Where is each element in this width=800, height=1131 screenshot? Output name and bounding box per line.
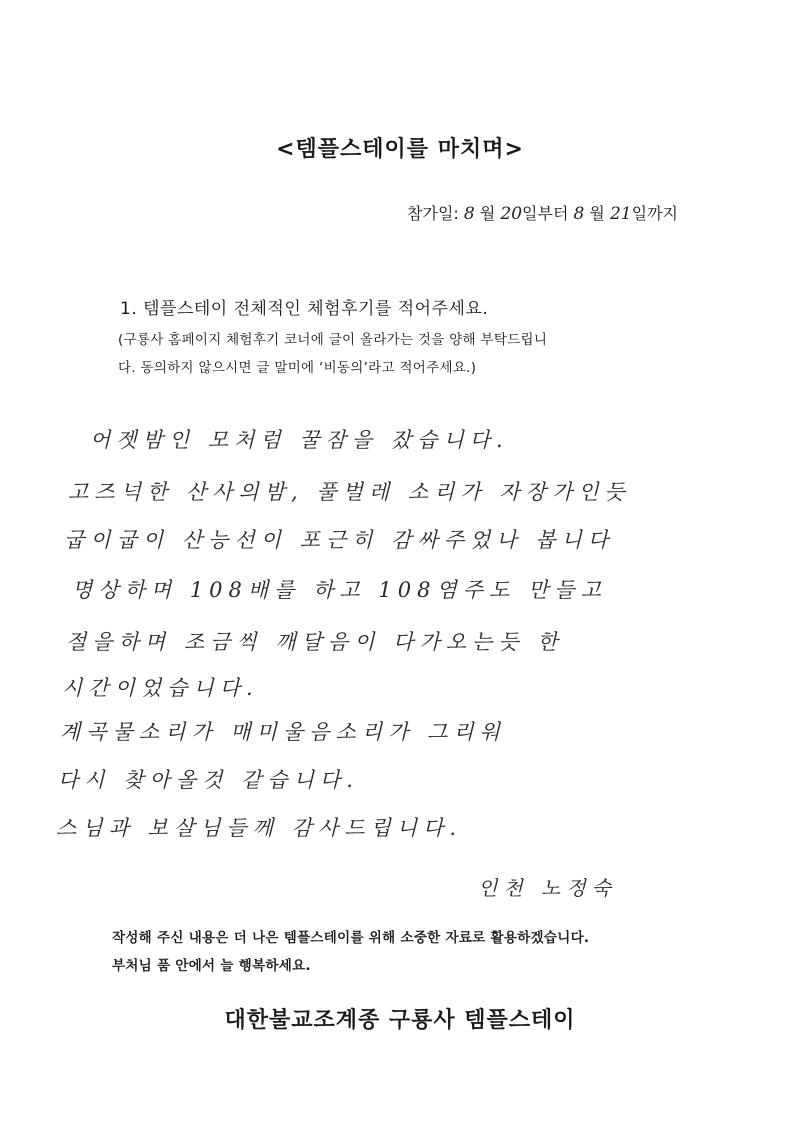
response-line: 어젯밤인 모처럼 꿀잠을 잤습니다. <box>90 428 509 452</box>
month-unit-end: 월 <box>589 204 605 223</box>
start-month: 8 <box>463 204 475 224</box>
consent-note <box>118 326 698 382</box>
question-heading: 1. 템플스테이 전체적인 체험후기를 적어주세요. <box>120 299 489 319</box>
response-line: 절을하며 조금씩 깨달음이 다가오는듯 한 <box>66 630 564 654</box>
start-day: 20 <box>500 204 523 224</box>
response-line: 계곡물소리가 매미울음소리가 그리워 <box>60 720 506 744</box>
response-line: 시간이었습니다. <box>62 676 259 700</box>
footer-note-line-1: 작성해 주신 내용은 더 나은 템플스테이를 위해 소중한 자료로 활용하겠습니다. <box>112 930 590 946</box>
consent-note-line-1: (구룡사 홈페이지 체험후기 코너에 글이 올라가는 것을 양해 부탁드립니 <box>118 332 548 348</box>
response-line: 다시 찾아올것 같습니다. <box>58 768 359 792</box>
end-day: 21 <box>609 204 632 224</box>
response-line: 굽이굽이 산능선이 포근히 감싸주었나 봅니다 <box>64 528 615 552</box>
response-line: 스님과 보살님들께 감사드립니다. <box>56 816 463 840</box>
response-line: 명상하며 108배를 하고 108염주도 만들고 <box>72 578 607 602</box>
from-text: 일부터 <box>522 204 569 223</box>
footer-note <box>112 924 589 980</box>
response-line: 고즈넉한 산사의밤, 풀벌레 소리가 자장가인듯 <box>68 480 631 504</box>
page-title: <템플스테이를 마치며> <box>276 137 524 162</box>
end-month: 8 <box>573 204 585 224</box>
consent-note-line-2: 다. 동의하지 않으시면 글 말미에 ‘비동의’라고 적어주세요.) <box>118 360 477 376</box>
organization-name: 대한불교조계종 구룡사 템플스테이 <box>224 1008 576 1033</box>
month-unit-start: 월 <box>479 204 496 223</box>
until-text: 일까지 <box>631 204 678 223</box>
signature: 인천 노정숙 <box>478 876 617 900</box>
participation-period <box>407 201 678 224</box>
period-label: 참가일: <box>407 204 459 223</box>
footer-note-line-2: 부처님 품 안에서 늘 행복하세요. <box>112 958 311 974</box>
